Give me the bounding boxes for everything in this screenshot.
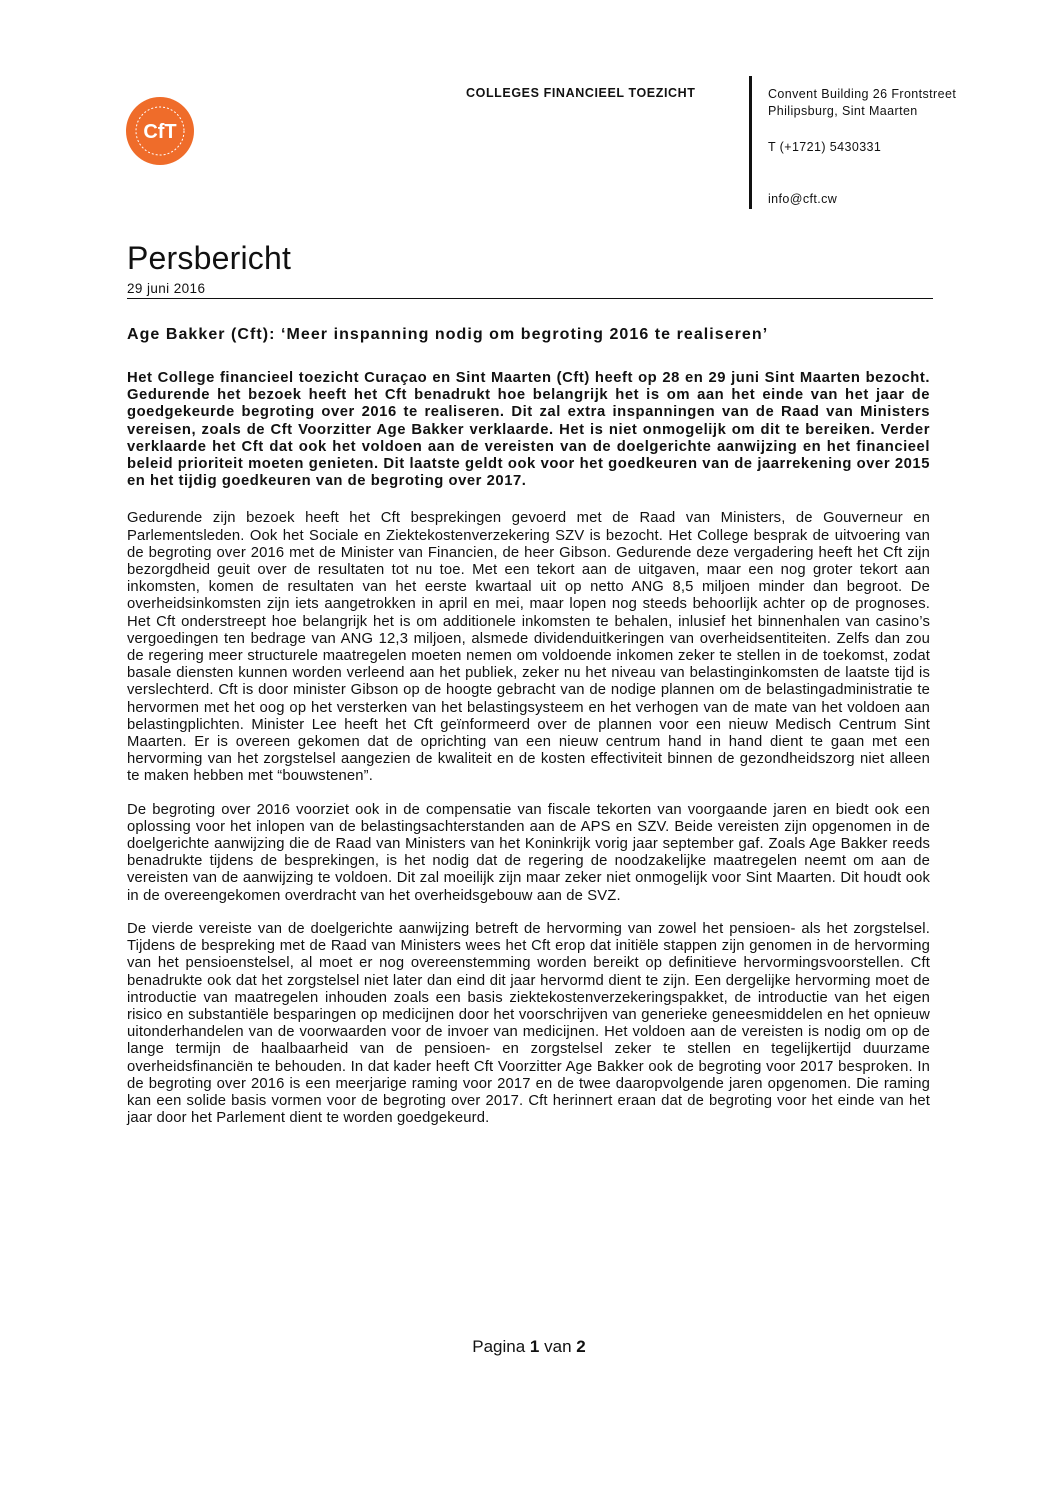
page-word: Pagina bbox=[472, 1337, 526, 1356]
body-paragraph: De vierde vereiste van de doelgerichte aanwijzing betreft de hervorming van zowel het pensioen- als het zorgstelsel. Tijdens de bespreking met de Raad van Ministers wees het Cft erop dat initiële stappen zijn genomen in de hervorming van het pensioenstelsel, al moet er nog overeenstemming worden bereikt op definitieve hervormingsvoorstellen. Cft benadrukte ook dat het zorgstelsel niet later dan eind dit jaar hervormd dient te zijn. Een dergelijke hervorming moet de introductie van maatregelen inhouden zoals een basis ziektekostenverzekeringspakket, de introductie van het eigen risico en substantiële besparingen op medicijnen door het voorschrijven van generieke geneesmiddelen en het opnieuw uitonderhandelen van de voorwaarden voor de invoer van medicijnen. Het voldoen aan de vereisten is nodig om op de lange termijn de haalbaarheid van de pensioen- en zorgstelsel zeker te stellen en tegelijkertijd duurzame overheidsfinanciën te behouden. In dat kader heeft Cft Voorzitter Age Bakker ook de begroting voor 2017 besproken. In de begroting over 2016 is een meerjarige raming voor 2017 en de twee daaropvolgende jaren opgenomen. Die raming kan een solide basis vormen voor de begroting over 2017. Cft herinnert eraan dat de begroting voor het einde van het jaar door het Parlement dient te worden goedgekeurd. bbox=[127, 920, 930, 1127]
document-title: Persbericht bbox=[127, 240, 292, 276]
phone-number: T (+1721) 5430331 bbox=[768, 140, 882, 154]
title-rule bbox=[127, 298, 933, 299]
page-current: 1 bbox=[529, 1337, 540, 1356]
page-footer bbox=[0, 1337, 1058, 1357]
of-word: van bbox=[544, 1337, 572, 1356]
page-total: 2 bbox=[576, 1337, 586, 1356]
press-body bbox=[127, 370, 930, 1143]
body-paragraph: De begroting over 2016 voorziet ook in de compensatie van fiscale tekorten van voorgaande jaren en biedt ook een oplossing voor het inlopen van de belastingsachterstanden aan de APS en SZV. Beide vereisten zijn opgenomen in de doelgerichte aanwijzing die de Raad van Ministers van het Koninkrijk vorig jaar september gaf. Zoals Age Bakker reeds benadrukte tijdens de besprekingen, is het nodig dat de regering de noodzakelijke maatregelen neemt om aan de vereisten van de aanwijzing te voldoen. Dit zal moeilijk zijn maar zeker niet onmogelijk voor Sint Maarten. Dit houdt ook in de overeengekomen overdracht van het overheidsgebouw aan de SVZ. bbox=[127, 801, 930, 904]
body-paragraph: Gedurende zijn bezoek heeft het Cft besprekingen gevoerd met de Raad van Ministers, de Gouverneur en Parlementsleden. Ook het Sociale en Ziektekostenverzekering SZV is bezocht. Het College besprak de uitvoering van de begroting over 2016 met de Minister van Financien, de heer Gibson. Gedurende deze vergadering heeft het Cft zijn bezorgdheid geuit over de resultaten tot nu toe. Met een tekort aan de uitgaven, maar een nog groter tekort aan inkomsten, komen de resultaten van het eerste kwartaal uit op netto ANG 8,5 miljoen minder dan begroot. De overheidsinkomsten zijn iets aangetrokken in april en mei, maar lopen nog steeds behoorlijk achter op de prognoses. Het Cft onderstreept hoe belangrijk het is om additionele inkomsten te behalen, inlusief het binnenhalen van casino’s vergoedingen ten bedrage van ANG 12,3 miljoen, alsmede dividenduitkeringen van overheidsentiteiten. Zelfs dan zou de regering meer structurele maatregelen moeten nemen om voldoende inkomen zeker te stellen in de toekomst, zodat basale diensten kunnen worden verleend aan het publiek, zeker nu het niveau van belastinginkomsten de laatste tijd is verslechterd. Cft is door minister Gibson op de hoogte gebracht van de nodige plannen om de belastingadministratie te hervormen met het oog op het versterken van het belastingsysteem en het verhogen van de mate van het voldoen aan belastingplichten. Minister Lee heeft het Cft geïnformeerd over de plannen voor een nieuw Medisch Centrum Sint Maarten. Er is overeen gekomen dat de oprichting van een nieuw centrum hand in hand dient te gaan met een hervorming van het zorgstelsel aangezien de kwaliteit en de kosten effectiviteit binnen de gezondheidszorg niet alleen te maken hebben met “bouwstenen”. bbox=[127, 510, 930, 785]
lead-paragraph: Het College financieel toezicht Curaçao en Sint Maarten (Cft) heeft op 28 en 29 juni Sint Maarten bezocht. Gedurende het bezoek heeft het Cft benadrukt hoe belangrijk het is om aan het einde van het jaar de goedgekeurde begroting over 2016 te realiseren. Dit zal extra inspanningen van de Raad van Ministers vereisen, zoals de Cft Voorzitter Age Bakker verklaarde. Het is niet onmogelijk om dit te bereiken. Verder verklaarde het Cft dat ook het voldoen aan de vereisten van de doelgerichte aanwijzing en het financieel beleid prioriteit moeten genieten. Dit laatste geldt ook voor het goedkeuren van de jaarrekening over 2015 en het tijdig goedkeuren van de begroting over 2017. bbox=[127, 370, 930, 490]
address-line-2: Philipsburg, Sint Maarten bbox=[768, 104, 918, 118]
org-name: COLLEGES FINANCIEEL TOEZICHT bbox=[466, 86, 696, 100]
email-address: info@cft.cw bbox=[768, 192, 838, 206]
press-headline: Age Bakker (Cft): ‘Meer inspanning nodig om begroting 2016 te realiseren’ bbox=[127, 326, 769, 343]
logo-text: CfT bbox=[143, 121, 177, 143]
address-line-1: Convent Building 26 Frontstreet bbox=[768, 87, 957, 101]
document-date: 29 juni 2016 bbox=[127, 281, 206, 296]
cft-logo bbox=[125, 96, 195, 166]
header-divider bbox=[749, 76, 752, 209]
contact-block bbox=[768, 86, 1028, 208]
